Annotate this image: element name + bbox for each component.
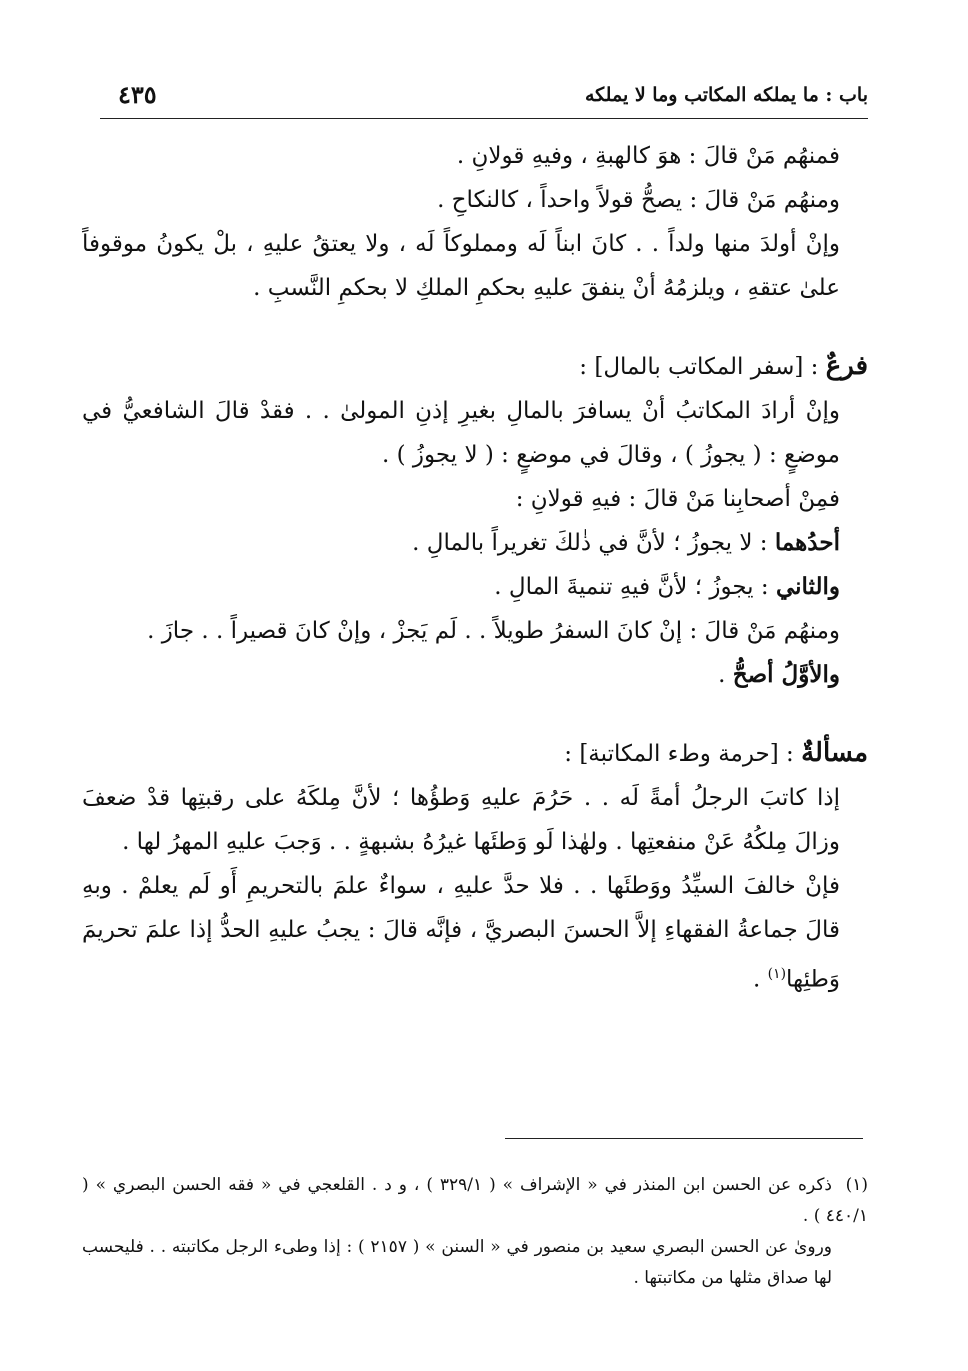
page-header [100, 82, 868, 119]
issue-paragraph-1: إذا كاتبَ الرجلُ أمةً لَه . . حَرُمَ عليهِ وَطؤُها ؛ لأنَّ مِلكَهُ على رقبتِها قدْ ضعفَ وزالَ مِلكُهُ عَنْ منفعتِها . ولهٰذا لَو وَطئَها غيرُهُ بشبهةٍ . . وَجبَ عليهِ المهرُ لها . [82, 785, 840, 855]
branch-title: : [سفر المكاتب بالمال] : [579, 354, 826, 380]
paragraph-nikah: ومنهُم مَنْ قالَ : يصحُّ قولاً واحداً ، كالنكاحِ . [437, 187, 840, 213]
branch-paragraph-2: فمِنْ أصحابِنا مَنْ قالَ : فيهِ قولانِ : [515, 486, 840, 512]
issue-paragraph-2 [82, 864, 868, 1002]
issue-title: : [حرمة وطء المكاتبة] : [564, 741, 802, 767]
branch-paragraph-3: ومنهُم مَنْ قالَ : إنْ كانَ السفرُ طويلاً . . لَم يَجزْ ، وإنْ كانَ قصيراً . . جازَ . [147, 618, 840, 644]
footnote-1-continuation: وروىٰ عن الحسن البصري سعيد بن منصور في « السنن » ( ٢١٥٧ ) : إذا وطىء الرجل مكاتبته . . فليحسب لها صداق مثلها من مكاتبتها . [82, 1237, 832, 1288]
footnote-1-text: ذكره عن الحسن ابن المنذر في « الإشراف » ( ٣٢٩/١ ) ، و د . القلعجي في « فقه الحسن البصري » ( ٤٤٠/١ ) . [82, 1175, 868, 1226]
footnote-1 [82, 1170, 868, 1232]
paragraph-walad: وإنْ أولدَ منها ولداً . . كانَ ابناً لَه ومملوكاً لَه ، ولا يعتقُ عليهِ ، بلْ يكونُ موقوفاً علىٰ عتقهِ ، ويلزمُهُ أنْ ينفقَ عليهِ بحكمِ الملكِ لا بحكمِ النَّسبِ . [82, 231, 840, 301]
footnote-1-marker: (١) [845, 1175, 868, 1195]
second-opinion-label: والثاني [775, 573, 840, 600]
page-number: ٤٣٥ [118, 80, 157, 109]
conclusion-text: والأوَّلُ أصحُّ [732, 661, 840, 688]
branch-paragraph-1: وإنْ أرادَ المكاتبُ أنْ يسافرَ بالمالِ بغيرِ إذنِ المولىٰ . . فقدْ قالَ الشافعيُّ في موضعٍ : ( يجوزُ ) ، وقالَ في موضعٍ : ( لا يجوزُ ) . [82, 398, 840, 468]
branch-conclusion [82, 653, 868, 697]
footnote-divider [505, 1138, 863, 1139]
running-title: باب : ما يملكه المكاتب وما لا يملكه [585, 84, 868, 106]
branch-second-opinion [82, 565, 868, 609]
conclusion-end: . [718, 662, 733, 688]
footnote-reference: (١) [767, 966, 787, 982]
issue-head-word: مسألةٌ [801, 738, 868, 768]
second-opinion-text: : يجوزُ ؛ لأنَّ فيهِ تنميةَ المالِ . [494, 574, 776, 600]
first-opinion-text: : لا يجوزُ ؛ لأنَّ في ذٰلكَ تغريراً بالمالِ . [412, 530, 775, 556]
first-opinion-label: أحدُهما [774, 529, 840, 556]
branch-first-opinion [82, 521, 868, 565]
issue-heading [82, 731, 868, 776]
issue-paragraph-2-end: . [752, 966, 768, 993]
paragraph-hiba: فمنهُم مَنْ قالَ : هوَ كالهبةِ ، وفيهِ قولانِ . [456, 143, 840, 169]
main-text [82, 134, 868, 1002]
branch-heading [82, 344, 868, 389]
issue-paragraph-2-text: فإنْ خالفَ السيِّدُ ووَطئَها . . فلا حدَّ عليهِ ، سواءٌ علمَ بالتحريمِ أَو لَم يعلمْ . وبهِ قالَ جماعةُ الفقهاءِ إلاَّ الحسنَ البصريَّ ، فإنَّه قالَ : يجبُ عليهِ الحدُّ إذا علمَ تحريمَ وَطئِها [82, 873, 840, 993]
branch-head-word: فرعٌ [825, 351, 868, 381]
footnotes [82, 1170, 868, 1294]
